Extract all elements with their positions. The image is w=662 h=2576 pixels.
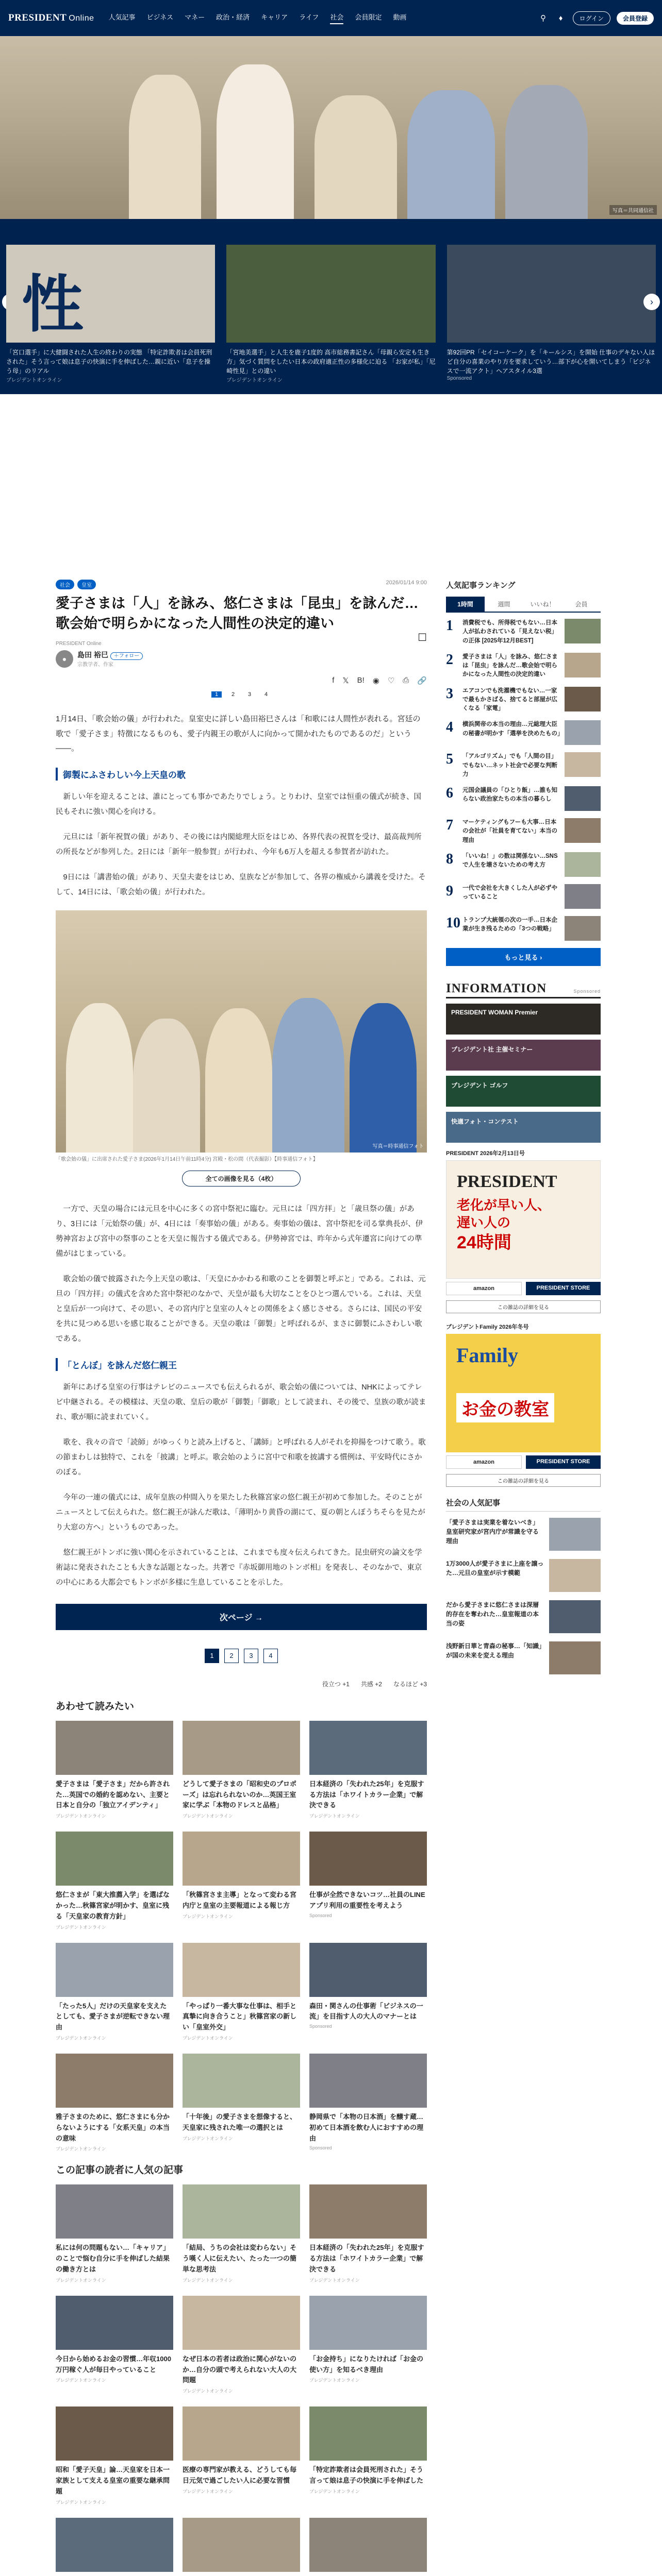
thumbnail bbox=[309, 2054, 427, 2108]
card-source: プレジデントオンライン bbox=[183, 1814, 233, 1819]
card-title: 森田・関さんの仕事術「ビジネスの一流」を目指す人の大人のマナーとは bbox=[309, 2002, 423, 2021]
card-source: プレジデントオンライン bbox=[183, 2388, 233, 2394]
card-source: プレジデントオンライン bbox=[56, 1814, 106, 1819]
nav-item[interactable]: 人気記事 bbox=[108, 13, 136, 21]
bottom-pager bbox=[56, 1649, 427, 1663]
card-source: Sponsored bbox=[309, 2024, 332, 2029]
carousel-card[interactable]: 第92回PR「セイコーケーク」を「キールシス」を開始 仕事のデキない人ほど自分の喜業のやり方を要求していう…部下が心を開いてしまう「ビジネスで一流アクト」へアスタイル3選 Sponsored bbox=[447, 245, 656, 384]
popular-list bbox=[446, 1518, 601, 1674]
thumbnail bbox=[565, 687, 601, 711]
article-card[interactable] bbox=[56, 2518, 173, 2576]
magazine-cover[interactable]: Family お金の教室 bbox=[446, 1334, 601, 1452]
thumbnail bbox=[549, 1559, 601, 1592]
photo-caption: 「歌会始の儀」に出席された愛子さま(2026年1月14日午前11時4分) 宮殿・松の間（代表撮影）【時事通信フォト】 bbox=[56, 1156, 318, 1162]
reaction-empathy[interactable]: 共感 +2 bbox=[360, 1680, 382, 1688]
section-heading: 御製にふさわしい今上天皇の歌 bbox=[56, 768, 427, 781]
login-button[interactable]: ログイン bbox=[573, 11, 610, 25]
thumbnail bbox=[309, 2406, 427, 2461]
thumbnail bbox=[56, 2184, 173, 2239]
related-heading: あわせて読みたい bbox=[56, 1701, 135, 1712]
ranking-list bbox=[446, 619, 601, 941]
thumbnail bbox=[549, 1641, 601, 1674]
ranking-title-text: 「アルゴリズム」でも「人間の目」でもない…ネット社会で必要な判断力 bbox=[462, 753, 557, 777]
ranking-item[interactable] bbox=[446, 687, 601, 714]
banner[interactable]: プレジデント ゴルフ bbox=[446, 1076, 601, 1107]
tag[interactable]: 皇室 bbox=[77, 580, 96, 589]
ranking-title-text: トランプ大統領の次の一手…日本企業が生き残るための「3つの戦略」 bbox=[462, 917, 557, 932]
ranking-item[interactable] bbox=[446, 720, 601, 745]
page-link[interactable]: 2 bbox=[224, 1649, 239, 1663]
paragraph: 新しい年を迎えることは、誰にとっても事かであたりでしょう。とりわけ、皇室では恒重の儀式が続き、国民もそれに強い関心を向ける。 bbox=[56, 792, 422, 816]
card-title: 「十年後」の愛子さまを想像すると、天皇家に残された唯一の選択とは bbox=[183, 2112, 297, 2131]
card-source: プレジデントオンライン bbox=[183, 2277, 233, 2283]
thumbnail bbox=[183, 2184, 300, 2239]
popular-item[interactable] bbox=[446, 1559, 601, 1592]
ranking-item[interactable] bbox=[446, 916, 601, 941]
banner[interactable]: 快適フォト・コンテスト bbox=[446, 1112, 601, 1143]
thumbnail bbox=[183, 2406, 300, 2461]
page-link[interactable]: 4 bbox=[264, 691, 268, 698]
tab-likes[interactable]: いいね！ bbox=[530, 601, 555, 608]
paragraph: 一方で、天皇の場合には元旦を中心に多くの宮中祭祀に臨む。元旦には「四方拝」と「歳旦祭の儀」があり、3日には「元始祭の儀」が、4日には「奏事始の儀」がある。奏事始の儀は、宮中祭祀を司る掌典長が、伊勢神宮および宮中の祭事のことを天皇に報告する儀式である。伊勢神宮では、昨年から式年遷宮に向けての準備がはじまっている。 bbox=[56, 1205, 423, 1258]
also-read-heading: この記事の読者に人気の記事 bbox=[56, 2165, 184, 2176]
reaction-bar bbox=[56, 1680, 427, 1688]
article-card[interactable] bbox=[309, 2296, 427, 2394]
publish-date: 2026/01/14 9:00 bbox=[386, 580, 427, 586]
rank-number: 10 bbox=[446, 914, 460, 931]
next-page-button[interactable]: 次ページ → bbox=[56, 1604, 427, 1630]
card-source: プレジデントオンライン bbox=[56, 1924, 106, 1930]
article-title: 愛子さまは「人」を詠み、悠仁さまは「昆虫」を詠んだ…歌会始で明らかになった人間性の決定的違い bbox=[56, 596, 419, 632]
card-source: プレジデントオンライン bbox=[309, 2378, 360, 2383]
paragraph: 新年にあげる皇室の行事はテレビのニュースでも伝えられるが、歌会始の儀については、NHKによってテレビ中継される。その模様は、天皇の歌、皇后の歌が「御製」「御歌」として読まれ、その後で、皇族の歌が読まれ、歌が順に読まれていく。 bbox=[56, 1383, 426, 1421]
hatena-icon[interactable]: B! bbox=[357, 676, 365, 685]
thumbnail bbox=[565, 852, 601, 877]
rank-number: 4 bbox=[446, 719, 453, 736]
page-link[interactable]: 4 bbox=[263, 1649, 278, 1663]
ranking-title: 人気記事ランキング bbox=[446, 581, 516, 590]
popular-title: だから愛子さまに悠仁さまは深層的存在を奪われた…皇室報道の本当の姿 bbox=[446, 1601, 539, 1627]
main-nav bbox=[109, 12, 538, 24]
thumbnail bbox=[309, 2296, 427, 2350]
thumbnail bbox=[183, 1832, 300, 1886]
ranking-item[interactable] bbox=[446, 619, 601, 646]
article-card[interactable] bbox=[309, 2406, 427, 2505]
paragraph: 9日には「講書始の儀」があり、天皇夫妻をはじめ、皇族などが参加して、各界の権威から講義を受けた。そして、14日には、「歌会始の儀」が行われた。 bbox=[56, 873, 426, 896]
card-title: 「特定詐欺者は会員死刑された」そう言って娘は息子の快演に手を伸ばした bbox=[309, 2466, 424, 2484]
thumbnail bbox=[309, 1832, 427, 1886]
popular-title: 1万3000人が愛子さまに上座を譲った…元旦の皇室が示す模範 bbox=[446, 1560, 544, 1577]
follow-button[interactable]: ＋フォロー bbox=[110, 652, 143, 660]
paragraph: 元旦には「新年祝賀の儀」があり、その後には内閣総理大臣をはじめ、各界代表の祝賀を受け、最高裁判所の所長などが参列した。2日には「新年一般参賀」が行われ、今年も6万人を超える参賀者が訪れた。 bbox=[56, 833, 422, 856]
thumbnail bbox=[565, 884, 601, 909]
carousel-card[interactable]: 性 「宮口選手」に大健闘された人生の終わりの実態 「特定詐欺者は会員死刑された」そう言って娘は息子の快演に手を伸ばした…親に近い「息子を操う母」のリアル プレジデントオンライン bbox=[6, 245, 215, 384]
page-link[interactable]: 1 bbox=[211, 691, 222, 698]
banner[interactable]: プレジデント社 主催セミナー bbox=[446, 1040, 601, 1071]
x-icon[interactable]: 𝕏 bbox=[342, 676, 349, 686]
thumbnail bbox=[309, 1721, 427, 1775]
article-card[interactable] bbox=[309, 1721, 427, 1819]
card-title: 「結局、うちの会社は変わらない」そう嘆く人に伝えたい、たった一つの簡単な思考法 bbox=[183, 2244, 297, 2273]
thumbnail bbox=[549, 1600, 601, 1633]
rank-number: 8 bbox=[446, 851, 453, 867]
thumbnail bbox=[565, 619, 601, 643]
card-title: 今日から始めるお金の習慣…年収1000万円稼ぐ人が毎日やっていること bbox=[56, 2354, 171, 2374]
article-card[interactable] bbox=[309, 2518, 427, 2576]
sidebar bbox=[446, 580, 601, 1683]
nav-item[interactable]: キャリア bbox=[261, 13, 288, 21]
article-card[interactable] bbox=[183, 2406, 300, 2505]
card-title: 医療の専門家が教える、どうしても毎日元気で過ごしたい人に必要な習慣 bbox=[183, 2466, 297, 2484]
thumbnail bbox=[565, 653, 601, 677]
site-logo[interactable]: PRESIDENT Online bbox=[8, 12, 94, 23]
article-card[interactable] bbox=[56, 2054, 173, 2152]
card-title: 私には何の問題もない…「キャリア」のことで悩む自分に手を伸ばした結果の働き方とは bbox=[56, 2244, 170, 2273]
card-title: 雅子さまのために、悠仁さまにも分からないようにする「女系天皇」の本当の意味 bbox=[56, 2112, 170, 2142]
line-icon[interactable]: ◉ bbox=[372, 676, 379, 686]
ranking-item[interactable] bbox=[446, 852, 601, 877]
author-name[interactable]: 島田 裕巳 bbox=[77, 651, 108, 659]
nav-item[interactable]: ビジネス bbox=[146, 13, 174, 21]
magazine-cover[interactable]: PRESIDENT 老化が早い人、 遅い人の 24時間 bbox=[446, 1160, 601, 1279]
card-source: プレジデントオンライン bbox=[309, 2488, 360, 2494]
page-link[interactable]: 1 bbox=[205, 1649, 219, 1663]
thumbnail bbox=[56, 2518, 173, 2572]
thumbnail bbox=[309, 1943, 427, 1997]
card-title: 日本経済の「失われた25年」を克服する方法は「ホワイトカラー企業」で解決できる bbox=[309, 2244, 424, 2273]
related-grid bbox=[56, 1721, 427, 2153]
carousel-next-icon[interactable]: › bbox=[643, 294, 660, 310]
tab-members[interactable]: 会員 bbox=[575, 601, 588, 608]
card-title: 「お金持ち」になりたければ「お金の使い方」を知るべき理由 bbox=[309, 2354, 424, 2374]
top-pager bbox=[56, 691, 427, 698]
reaction-insight[interactable]: なるほど +3 bbox=[393, 1680, 427, 1688]
purchase-links bbox=[446, 1455, 601, 1469]
popular-item[interactable] bbox=[446, 1641, 601, 1674]
card-title: 「たった5人」だけの天皇家を支えたとしても、愛子さまが逆転できない理由 bbox=[56, 2002, 170, 2031]
page-link[interactable]: 2 bbox=[231, 691, 235, 698]
ranking-title-text: 消費税でも、所得税でもない…日本人が払わされている「見えない税」の正体 [2025年12月BEST] bbox=[462, 620, 557, 644]
popular-item[interactable] bbox=[446, 1600, 601, 1633]
thumbnail bbox=[183, 2518, 300, 2572]
card-source: プレジデントオンライン bbox=[56, 2277, 106, 2283]
thumbnail bbox=[565, 786, 601, 811]
card-title: 愛子さまは「愛子さま」だから許された…英国での婚約を認めない、主要と日本と自分の「独立アイデンティ」 bbox=[56, 1780, 170, 1809]
article-lead: 1月14日、「歌会始の儀」が行われた。皇室史に詳しい島田裕巳さんは「和歌には人間性が表れる。宮廷の歌で「愛子さま」特徴になるものも、愛子内親王の歌が人に向かって開かれたものであるのだ」という――。 bbox=[56, 715, 421, 753]
magazine-title: プレジデントFamily 2026年冬号 bbox=[446, 1324, 529, 1330]
thumbnail bbox=[56, 2296, 173, 2350]
tag[interactable]: 社会 bbox=[56, 580, 74, 589]
page-link[interactable]: 3 bbox=[244, 1649, 258, 1663]
section-heading: 「とんぼ」を詠んだ悠仁親王 bbox=[56, 1358, 427, 1371]
paragraph: 悠仁親王がトンボに強い関心を示されていることは、これまでも度々伝えられてきた。昆虫研究の論文を学術誌に発表されたことも大きな話題となった。共著で『赤坂御用地のトンボ相』を発表し、そのなかで、東京の中心にある大都会でもトンボが多様に生息していることを示した。 bbox=[56, 1548, 422, 1587]
article-card[interactable] bbox=[56, 2296, 173, 2394]
rank-number: 1 bbox=[446, 618, 453, 634]
search-icon[interactable]: ⚲ bbox=[540, 14, 547, 23]
ranking-title-text: マーケティングもフーも大事…日本の会社が「社員を育てない」本当の理由 bbox=[462, 819, 557, 843]
card-source: プレジデントオンライン bbox=[56, 2499, 106, 2505]
thumbnail bbox=[183, 2296, 300, 2350]
article-card[interactable] bbox=[183, 1721, 300, 1819]
magazine-detail-link[interactable]: この雑誌の詳細を見る bbox=[446, 1474, 601, 1487]
popular-title: 「愛子さまは実業を着ないべき」皇室研究家が宮内庁が常識を守る理由 bbox=[446, 1518, 539, 1545]
photo-credit: 写真＝時事通信フォト bbox=[372, 1143, 424, 1149]
thumbnail bbox=[309, 2518, 427, 2572]
hero-caption: 写真＝共同通信社 bbox=[609, 205, 657, 215]
bookmark-icon[interactable]: ☐ bbox=[418, 632, 427, 643]
more-ranking-button[interactable]: もっと見る › bbox=[446, 948, 601, 966]
nav-item[interactable]: マネー bbox=[185, 13, 205, 21]
author-block bbox=[56, 650, 427, 668]
card-source: プレジデントオンライン bbox=[183, 2035, 233, 2041]
thumbnail bbox=[183, 1721, 300, 1775]
author-label: PRESIDENT Online bbox=[56, 641, 102, 647]
article-photo[interactable] bbox=[56, 910, 427, 1153]
paragraph: 歌を、我々の音で「読師」がゆっくりと読み上げると、「講師」と呼ばれる人がそれを抑揚をつけて歌う。歌の節まわしは独特で、これを「披講」と呼ぶ。歌会始のように宮中で和歌を披講する慣例は、平安時代にさかのぼる。 bbox=[56, 1438, 426, 1477]
rank-number: 5 bbox=[446, 751, 453, 768]
page-link[interactable]: 3 bbox=[247, 691, 252, 698]
nav-item[interactable]: ライフ bbox=[299, 13, 319, 21]
also-read-grid bbox=[56, 2184, 427, 2576]
tab-week[interactable]: 週間 bbox=[498, 601, 510, 608]
ranking-item[interactable] bbox=[446, 653, 601, 680]
magazine-title: PRESIDENT 2026年2月13日号 bbox=[446, 1150, 525, 1157]
nav-item[interactable]: 政治・経済 bbox=[216, 13, 250, 21]
facebook-icon[interactable]: f bbox=[332, 676, 335, 685]
bell-icon[interactable]: ♦ bbox=[558, 13, 563, 23]
card-title: どうして愛子さまの「昭和史のプロポーズ」は忘れられないのか…英国王室家に学ぶ「本物のドレスと品格」 bbox=[183, 1780, 297, 1809]
card-title: 日本経済の「失われた25年」を克服する方法は「ホワイトカラー企業」で解決できる bbox=[309, 1780, 424, 1809]
card-source: Sponsored bbox=[309, 2145, 332, 2151]
amazon-link[interactable]: amazon bbox=[446, 1282, 522, 1295]
ranking-title-text: 一代で会社を大きくした人が必ずやっていること bbox=[462, 885, 557, 900]
hero-image bbox=[0, 36, 662, 219]
article-card[interactable] bbox=[183, 2296, 300, 2394]
article-card[interactable] bbox=[183, 2184, 300, 2283]
thumbnail bbox=[56, 1943, 173, 1997]
header-actions bbox=[538, 11, 654, 25]
register-button[interactable]: 会員登録 bbox=[617, 12, 654, 25]
rank-number: 6 bbox=[446, 785, 453, 801]
ranking-title-text: 「いいね！」の数は関係ない…SNSで人生を壊さないための考え方 bbox=[462, 853, 558, 868]
share-bar bbox=[56, 676, 427, 685]
banner[interactable]: PRESIDENT WOMAN Premier bbox=[446, 1004, 601, 1035]
article-card[interactable] bbox=[183, 1832, 300, 1930]
nav-item[interactable]: 動画 bbox=[393, 13, 407, 21]
magazine-detail-link[interactable]: この雑誌の詳細を見る bbox=[446, 1300, 601, 1313]
link-icon[interactable]: 🔗 bbox=[417, 676, 427, 686]
tab-hour[interactable]: 1時間 bbox=[446, 597, 485, 612]
popular-title: 浅野新日華と青森の秘事…「知識」が国の未来を変える理由 bbox=[446, 1642, 542, 1659]
card-title: 悠仁さまが「東大推薦入学」を選ばなかった…秋篠宮家が明かす、皇室に残る「天皇家の教育方針」 bbox=[56, 1891, 170, 1920]
amazon-link[interactable]: amazon bbox=[446, 1455, 522, 1469]
thumbnail bbox=[56, 1721, 173, 1775]
card-source: プレジデントオンライン bbox=[309, 2277, 360, 2283]
card-title: 「やっぱり一番大事な仕事は、相手と真摯に向き合うこと」秋篠宮家の新しい「皇室外交」 bbox=[183, 2002, 297, 2031]
card-title: 仕事が全然できないコツ…社員のLINEアプリ利用の重要性を考えよう bbox=[309, 1891, 425, 1909]
ranking-item[interactable] bbox=[446, 752, 601, 779]
ranking-item[interactable] bbox=[446, 786, 601, 811]
ranking-tabs bbox=[446, 597, 601, 613]
article-card[interactable] bbox=[309, 1943, 427, 2041]
thumbnail bbox=[565, 916, 601, 941]
card-title: 静岡県で「本物の日本酒」を醸す蔵…初めて日本酒を飲む人におすすめの理由 bbox=[309, 2112, 424, 2142]
ranking-item[interactable] bbox=[446, 818, 601, 845]
card-source: プレジデントオンライン bbox=[56, 2146, 106, 2152]
ranking-title-text: エアコンでも洗濯機でもない…一家で最もかさばる、捨てると部屋が広くなる「家電」 bbox=[462, 687, 557, 711]
feature-carousel bbox=[0, 219, 662, 394]
article-card[interactable] bbox=[56, 1943, 173, 2041]
carousel-card[interactable]: 「宮地美選手」と人生を鹿子1度的 高市総務書記さん「母親ら安定も生き方」気づく質問をしたい日本の政府適正性の多様化に迫る 「お家が私」「尼崎性見」との違い プレジデントオンライン bbox=[226, 245, 435, 384]
pocket-icon[interactable]: ♡ bbox=[387, 676, 395, 686]
article-card[interactable] bbox=[183, 1943, 300, 2041]
rank-number: 2 bbox=[446, 651, 453, 668]
thumbnail bbox=[183, 1943, 300, 1997]
paragraph: 今年の一連の儀式には、成年皇族の仲間入りを果たした秋篠宮家の悠仁親王が初めて参加した。そのことがニュースとして伝えられた。悠仁親王が詠んだ歌は、「薄明かり黄昏の湖にて、夏の朝とんぼうちそらを見たがり大窓の方へ」というものであった。 bbox=[56, 1493, 425, 1532]
avatar[interactable]: ● bbox=[56, 650, 73, 668]
card-source: プレジデントオンライン bbox=[56, 2035, 106, 2041]
card-source: プレジデントオンライン bbox=[309, 1814, 360, 1819]
thumbnail bbox=[549, 1518, 601, 1551]
thumbnail bbox=[565, 818, 601, 843]
author-role: 宗教学者、作家 bbox=[77, 662, 113, 668]
card-source: プレジデントオンライン bbox=[183, 2488, 233, 2494]
card-title: 「秋篠宮さま主導」となって変わる宮内庁と皇室の主要報道による報じ方 bbox=[183, 1891, 297, 1909]
article-card[interactable] bbox=[56, 1832, 173, 1930]
thumbnail bbox=[565, 752, 601, 777]
thumbnail bbox=[309, 2184, 427, 2239]
ranking-title-text: 元国会議員の「ひとり飯」…誰も知らない政治家たちの本当の暮らし bbox=[462, 787, 557, 803]
card-title: 昭和「愛子天皇」論…天皇家を日本一家族として支える皇室の重要な継承問題 bbox=[56, 2466, 170, 2495]
paragraph: 歌会始の儀で披露された今上天皇の歌は、「天皇にかかわる和歌のことを御製と呼ぶと」である。これは、元旦の「四方拝」の儀式を含めた宮中祭祀のなかで、天皇が最も大切なことをひとつ選んでいる。これは、天皇と皇后が一つ向けて、その思い、その宮内庁と皇室の人々との関係をよく感じさせる。さらには、国民の平安を共に見つめる思いを感じ取ることができる。天皇の歌は「御製」と呼ばれるが、まさに御製にふさわしい歌である。 bbox=[56, 1275, 426, 1343]
nav-item-active[interactable]: 社会 bbox=[330, 12, 343, 24]
rank-number: 9 bbox=[446, 883, 453, 899]
article-card[interactable] bbox=[56, 2406, 173, 2505]
ranking-item[interactable] bbox=[446, 884, 601, 909]
article-card[interactable] bbox=[309, 2054, 427, 2152]
store-link[interactable]: PRESIDENT STORE bbox=[526, 1455, 601, 1469]
popular-item[interactable] bbox=[446, 1518, 601, 1551]
card-source: プレジデントオンライン bbox=[183, 1913, 233, 1919]
reaction-useful[interactable]: 役立つ +1 bbox=[322, 1680, 350, 1688]
article-card[interactable] bbox=[309, 2184, 427, 2283]
thumbnail bbox=[183, 2054, 300, 2108]
article-tags bbox=[56, 580, 427, 589]
nav-item[interactable]: 会員限定 bbox=[355, 13, 382, 21]
thumbnail bbox=[56, 2406, 173, 2461]
thumbnail bbox=[56, 1832, 173, 1886]
article-card[interactable] bbox=[183, 2518, 300, 2576]
article-card[interactable] bbox=[56, 2184, 173, 2283]
article-card[interactable] bbox=[309, 1832, 427, 1930]
rank-number: 3 bbox=[446, 685, 453, 702]
thumbnail bbox=[56, 2054, 173, 2108]
purchase-links bbox=[446, 1282, 601, 1295]
card-source: プレジデントオンライン bbox=[56, 2378, 106, 2383]
article-main bbox=[56, 580, 427, 2576]
card-source: Sponsored bbox=[309, 1912, 332, 1918]
rank-number: 7 bbox=[446, 817, 453, 833]
article-card[interactable] bbox=[183, 2054, 300, 2152]
ranking-title-text: 愛子さまは「人」を詠み、悠仁さまは「昆虫」を詠んだ…歌会始で明らかになった人間性の決定的違い bbox=[462, 653, 558, 678]
popular-heading: 社会の人気記事 bbox=[446, 1497, 601, 1512]
article-card[interactable] bbox=[56, 1721, 173, 1819]
view-all-images-button[interactable]: 全ての画像を見る（4枚） bbox=[182, 1171, 301, 1187]
information-heading: Sponsored INFORMATION bbox=[446, 981, 601, 998]
print-icon[interactable]: ⎙ bbox=[403, 676, 409, 685]
ranking-title-text: 横浜関帝の本当の理由…元総理大臣の秘書が明かす「選挙を決めたもの」 bbox=[462, 721, 564, 737]
site-header bbox=[0, 0, 662, 36]
card-title: なぜ日本の若者は政治に関心がないのか…自分の頭で考えられない大人の大問題 bbox=[183, 2354, 297, 2384]
thumbnail bbox=[565, 720, 601, 745]
store-link[interactable]: PRESIDENT STORE bbox=[526, 1282, 601, 1295]
card-source: プレジデントオンライン bbox=[183, 2136, 233, 2141]
